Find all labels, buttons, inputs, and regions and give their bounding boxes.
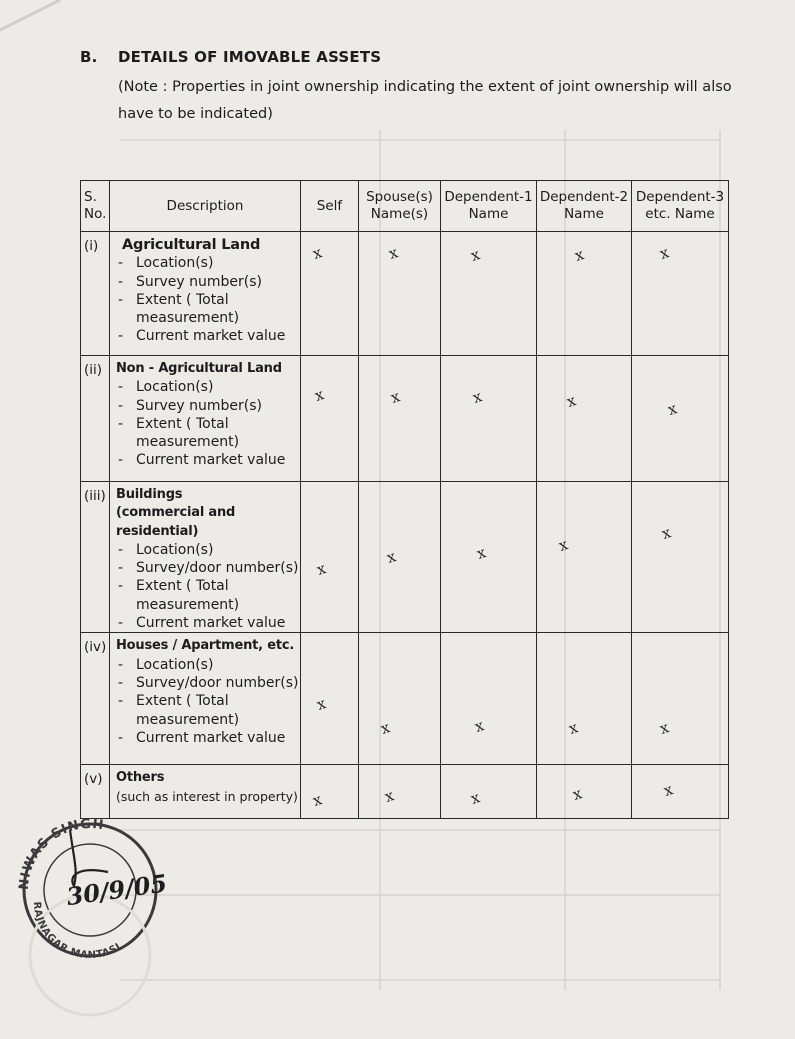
cell-dependent-3 <box>632 765 729 819</box>
row-sno: (iv) <box>81 633 110 765</box>
section-heading <box>80 48 381 66</box>
list-item: - Location(s) <box>116 656 300 674</box>
cell-self <box>301 633 359 765</box>
table-row <box>81 232 729 356</box>
cell-spouse <box>359 482 441 633</box>
list-item: - Current market value <box>116 451 300 469</box>
row-sno: (v) <box>81 765 110 819</box>
list-item: - Extent ( Total measurement) <box>116 291 300 328</box>
cross-mark: x <box>661 780 676 801</box>
list-item: - Current market value <box>116 614 300 632</box>
list-item: - Extent ( Total measurement) <box>116 415 300 452</box>
official-seal-stamp <box>8 790 173 1020</box>
cell-dependent-1 <box>441 633 537 765</box>
list-item: - Survey/door number(s) <box>116 559 300 577</box>
seal-text-top: NIWAS SINGH <box>16 816 106 891</box>
cross-mark: x <box>310 243 325 263</box>
cell-dependent-1 <box>441 765 537 819</box>
cross-mark: x <box>314 559 329 579</box>
list-item: - Current market value <box>116 327 300 345</box>
cell-dependent-1 <box>441 356 537 482</box>
row-items <box>116 541 300 632</box>
header-description: Description <box>110 181 301 232</box>
row-sno: (i) <box>81 232 110 356</box>
row-items <box>116 656 300 747</box>
cross-mark: x <box>386 243 401 263</box>
row-title: Others <box>116 770 165 786</box>
cross-mark: x <box>384 547 399 567</box>
cross-mark: x <box>468 788 483 809</box>
list-item: - Location(s) <box>116 541 300 559</box>
cell-dependent-2 <box>537 356 632 482</box>
header-dependent-1: Dependent-1 Name <box>441 181 537 232</box>
cross-mark: x <box>470 387 485 407</box>
row-sno: (ii) <box>81 356 110 482</box>
cross-mark: x <box>378 718 393 739</box>
cell-self <box>301 765 359 819</box>
row-items <box>116 378 300 469</box>
row-sno: (iii) <box>81 482 110 633</box>
header-dependent-3: Dependent-3 etc. Name <box>632 181 729 232</box>
row-title: Buildings (commercial and residential) <box>116 487 236 539</box>
cross-mark: x <box>657 243 672 263</box>
cross-mark: x <box>665 399 680 419</box>
row-description <box>110 482 301 633</box>
row-subtitle: (such as interest in property) <box>116 788 298 804</box>
cross-mark: x <box>310 790 325 811</box>
cell-spouse <box>359 765 441 819</box>
row-description <box>110 633 301 765</box>
cell-dependent-2 <box>537 482 632 633</box>
cross-mark: x <box>472 716 487 737</box>
cell-dependent-2 <box>537 765 632 819</box>
cross-mark: x <box>382 786 397 807</box>
row-title: Agricultural Land <box>122 237 261 253</box>
cell-spouse <box>359 356 441 482</box>
cell-dependent-2 <box>537 633 632 765</box>
cross-mark: x <box>570 784 585 805</box>
cross-mark: x <box>657 718 672 739</box>
cross-mark: x <box>572 245 587 265</box>
cross-mark: x <box>556 535 571 555</box>
cell-self <box>301 356 359 482</box>
cell-self <box>301 232 359 356</box>
header-spouse: Spouse(s) Name(s) <box>359 181 441 232</box>
list-item: - Survey number(s) <box>116 273 300 291</box>
section-title: DETAILS OF IMOVABLE ASSETS <box>118 48 382 66</box>
table-row <box>81 765 729 819</box>
header-self: Self <box>301 181 359 232</box>
list-item: - Location(s) <box>116 254 300 272</box>
table-header-row <box>81 181 729 232</box>
cell-self <box>301 482 359 633</box>
cell-spouse <box>359 633 441 765</box>
row-description <box>110 232 301 356</box>
list-item: - Extent ( Total measurement) <box>116 692 300 729</box>
cell-dependent-1 <box>441 232 537 356</box>
header-sno: S. No. <box>81 181 110 232</box>
cross-mark: x <box>659 523 674 543</box>
list-item: - Extent ( Total measurement) <box>116 577 300 614</box>
seal-text-bottom: RAJNAGAR MANTASI <box>30 901 124 962</box>
list-item: - Survey number(s) <box>116 397 300 415</box>
cell-dependent-3 <box>632 633 729 765</box>
cross-mark: x <box>314 694 329 715</box>
signature-date: 30/9/05 <box>64 868 169 912</box>
row-items <box>116 254 300 345</box>
table-row <box>81 633 729 765</box>
list-item: - Survey/door number(s) <box>116 674 300 692</box>
cross-mark: x <box>564 391 579 411</box>
section-number: B. <box>80 48 98 66</box>
cross-mark: x <box>566 718 581 739</box>
cross-mark: x <box>312 385 327 405</box>
cell-spouse <box>359 232 441 356</box>
list-item: - Current market value <box>116 729 300 747</box>
section-note: (Note : Properties in joint ownership indicating the extent of joint ownership will also have to be indicated) <box>118 79 732 122</box>
table-row <box>81 356 729 482</box>
header-dependent-2: Dependent-2 Name <box>537 181 632 232</box>
cross-mark: x <box>474 543 489 563</box>
cell-dependent-3 <box>632 482 729 633</box>
table-row <box>81 482 729 633</box>
row-title: Houses / Apartment, etc. <box>116 638 295 654</box>
list-item: - Location(s) <box>116 378 300 396</box>
cross-mark: x <box>468 245 483 265</box>
cell-dependent-3 <box>632 356 729 482</box>
cell-dependent-2 <box>537 232 632 356</box>
row-title: Non - Agricultural Land <box>116 361 282 376</box>
immovable-assets-table <box>80 180 729 819</box>
cross-mark: x <box>388 387 403 407</box>
cell-dependent-3 <box>632 232 729 356</box>
cell-dependent-1 <box>441 482 537 633</box>
row-description <box>110 356 301 482</box>
